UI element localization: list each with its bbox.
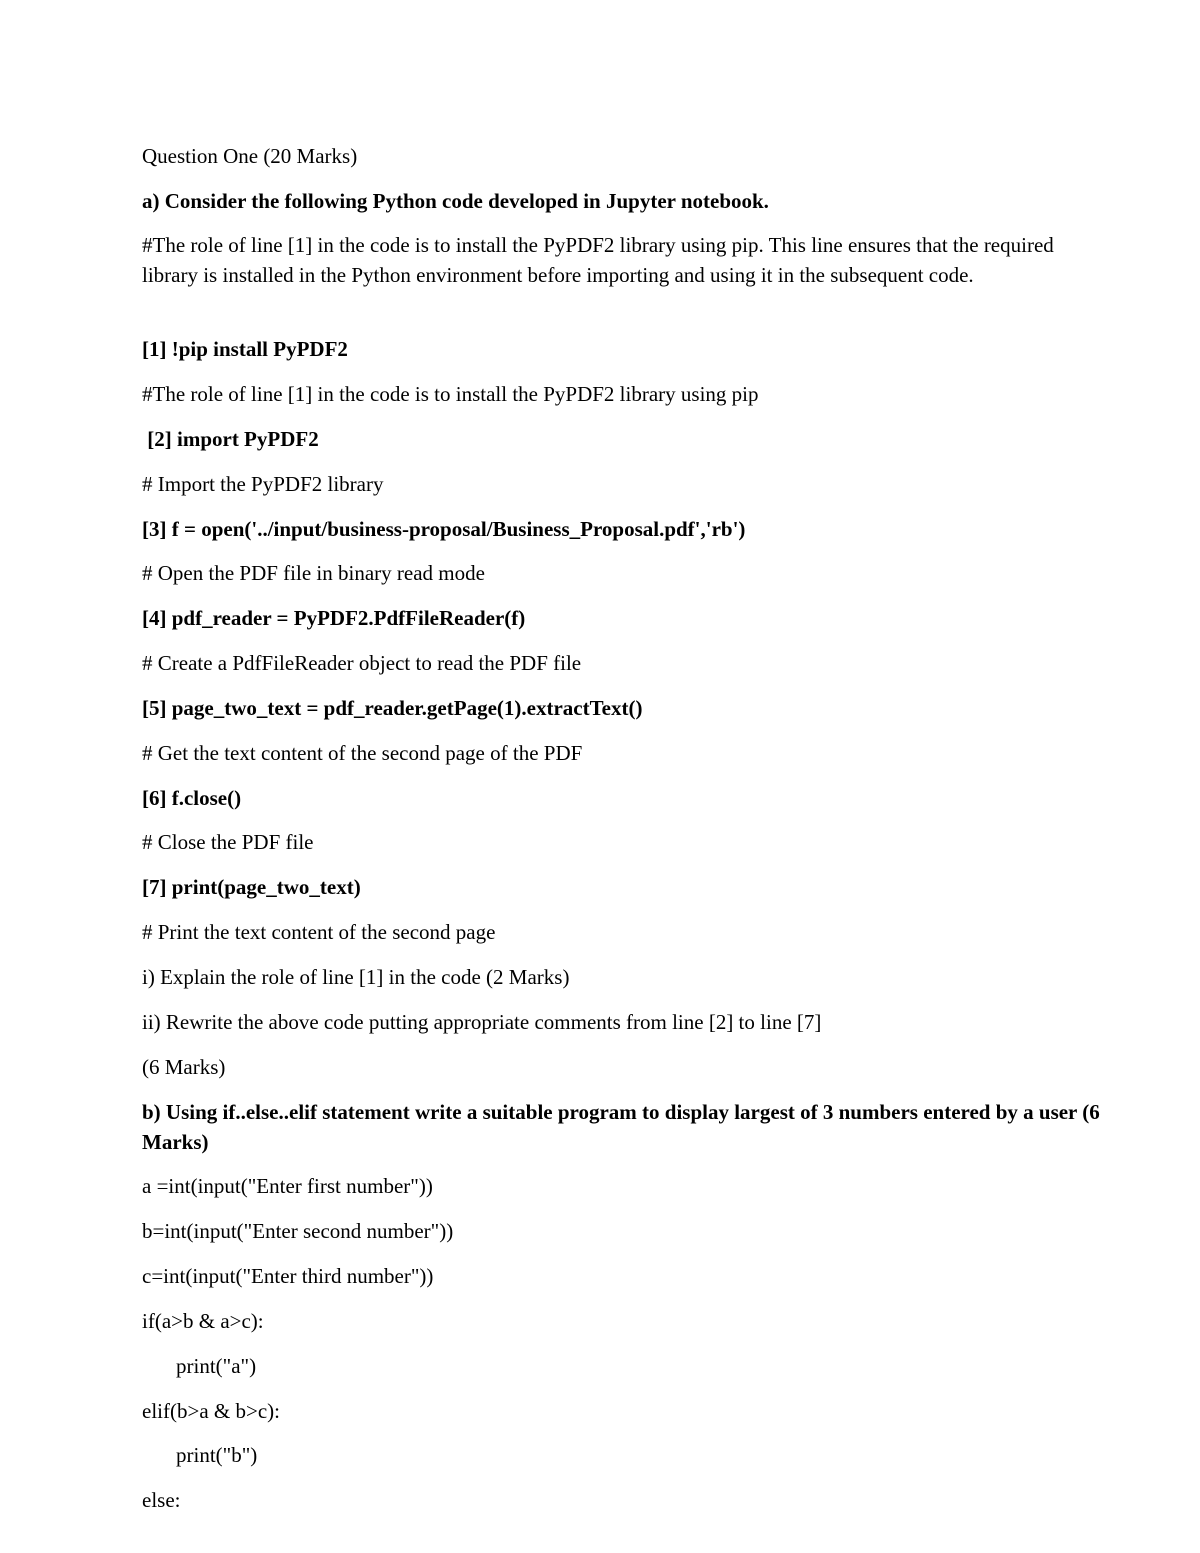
- sub-question-ii: ii) Rewrite the above code putting appropriate comments from line [2] to line [7]: [142, 1010, 822, 1034]
- program-line-7: print("b"): [176, 1443, 258, 1467]
- code-comment-4: # Create a PdfFileReader object to read the PDF file: [142, 651, 582, 675]
- part-a-heading: a) Consider the following Python code developed in Jupyter notebook.: [142, 189, 769, 213]
- program-line-1: a =int(input("Enter first number")): [142, 1174, 433, 1198]
- code-comment-2: # Import the PyPDF2 library: [142, 472, 384, 496]
- code-comment-6: # Close the PDF file: [142, 830, 314, 854]
- code-comment-7: # Print the text content of the second page: [142, 920, 496, 944]
- program-line-2: b=int(input("Enter second number")): [142, 1219, 454, 1243]
- code-line-1: [1] !pip install PyPDF2: [142, 337, 348, 361]
- code-comment-5: # Get the text content of the second page of the PDF: [142, 741, 583, 765]
- code-line-3: [3] f = open('../input/business-proposal/Business_Proposal.pdf','rb'): [142, 517, 746, 541]
- code-comment-3: # Open the PDF file in binary read mode: [142, 561, 485, 585]
- code-comment-1: #The role of line [1] in the code is to install the PyPDF2 library using pip: [142, 382, 759, 406]
- code-line-4: [4] pdf_reader = PyPDF2.PdfFileReader(f): [142, 606, 526, 630]
- code-line-6: [6] f.close(): [142, 786, 242, 810]
- sub-question-ii-marks: (6 Marks): [142, 1055, 226, 1079]
- code-line-5: [5] page_two_text = pdf_reader.getPage(1).extractText(): [142, 696, 643, 720]
- program-line-6: elif(b>a & b>c):: [142, 1399, 280, 1423]
- program-line-8: else:: [142, 1488, 181, 1512]
- program-line-4: if(a>b & a>c):: [142, 1309, 264, 1333]
- sub-question-i: i) Explain the role of line [1] in the code (2 Marks): [142, 965, 570, 989]
- part-b-heading: b) Using if..else..elif statement write a suitable program to display largest of 3 numbers entered by a user (6 Marks): [142, 1100, 1105, 1154]
- question-title: Question One (20 Marks): [142, 144, 358, 168]
- code-line-7: [7] print(page_two_text): [142, 875, 361, 899]
- program-line-5: print("a"): [176, 1354, 257, 1378]
- code-line-2: [2] import PyPDF2: [142, 427, 319, 451]
- intro-comment: #The role of line [1] in the code is to install the PyPDF2 library using pip. This line ensures that the required library is installed in the Python environment before importing and using it in the subsequent code.: [142, 233, 1060, 287]
- program-line-3: c=int(input("Enter third number")): [142, 1264, 434, 1288]
